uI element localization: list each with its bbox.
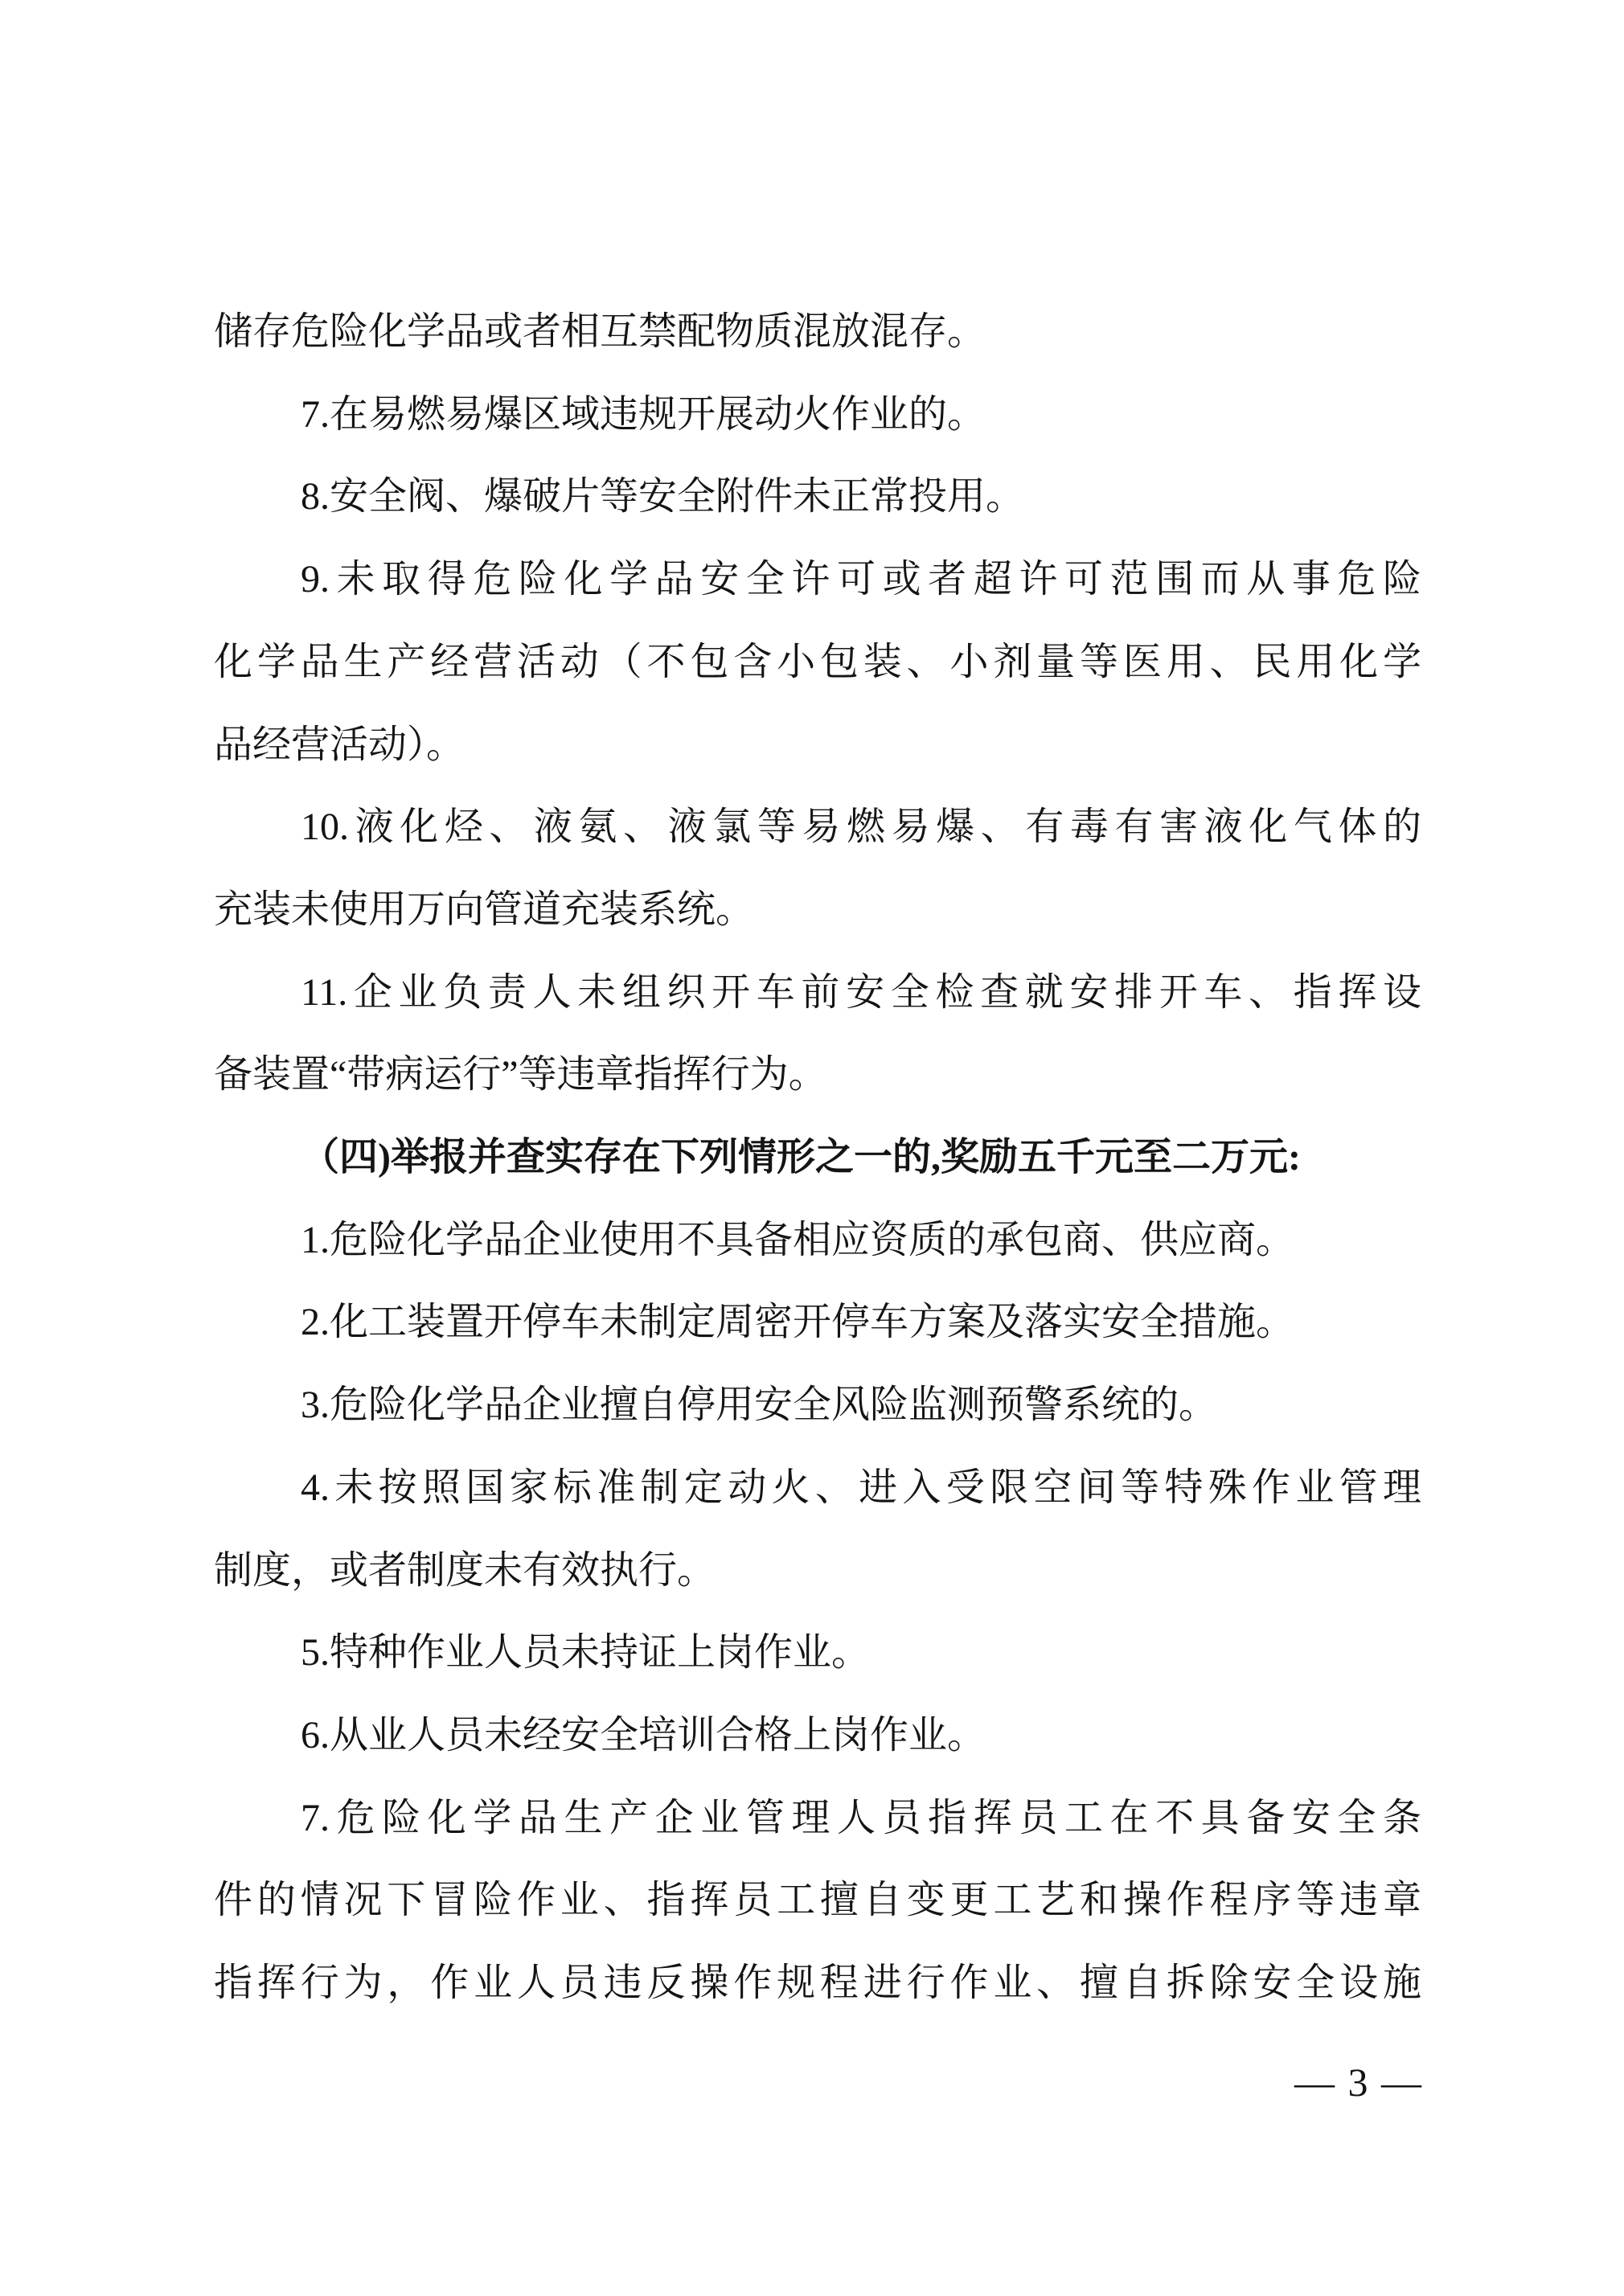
document-line: 制度，或者制度未有效执行。 [214,1548,716,1592]
document-line: 储存危险化学品或者相互禁配物质混放混存。 [214,310,986,353]
document-line: 充装未使用万向管道充装系统。 [214,888,755,931]
document-line: 7.危险化学品生产企业管理人员指挥员工在不具备安全条 [301,1796,1421,1839]
document-line: 指挥行为，作业人员违反操作规程进行作业、擅自拆除安全设施 [214,1962,1421,2005]
document-line: 5.特种作业人员未持证上岗作业。 [301,1631,871,1675]
document-line: 备装置“带病运行”等违章指挥行为。 [214,1053,827,1097]
document-line: 件的情况下冒险作业、指挥员工擅自变更工艺和操作程序等违章 [214,1879,1421,1922]
page-number: — 3 — [1294,2060,1423,2105]
document-line: （四)举报并查实存在下列情形之一的,奖励五千元至二万元: [301,1136,1301,1179]
document-line: 7.在易燃易爆区域违规开展动火作业的。 [301,392,986,436]
document-line: 品经营活动）。 [214,723,465,766]
document-line: 1.危险化学品企业使用不具备相应资质的承包商、供应商。 [301,1218,1295,1261]
document-line: 10.液化烃、液氨、液氯等易燃易爆、有毒有害液化气体的 [301,806,1421,849]
document-line: 6.从业人员未经安全培训合格上岗作业。 [301,1713,986,1757]
document-body [214,291,1421,2025]
document-line: 9.未取得危险化学品安全许可或者超许可范围而从事危险 [301,558,1421,601]
document-line: 8.安全阀、爆破片等安全附件未正常投用。 [301,475,1025,519]
document-line: 4.未按照国家标准制定动火、进入受限空间等特殊作业管理 [301,1466,1421,1509]
document-line: 3.危险化学品企业擅自停用安全风险监测预警系统的。 [301,1384,1218,1427]
document-line: 11.企业负责人未组织开车前安全检查就安排开车、指挥设 [301,970,1421,1014]
document-line: 2.化工装置开停车未制定周密开停车方案及落实安全措施。 [301,1301,1295,1344]
document-line: 化学品生产经营活动（不包含小包装、小剂量等医用、民用化学 [214,640,1421,683]
